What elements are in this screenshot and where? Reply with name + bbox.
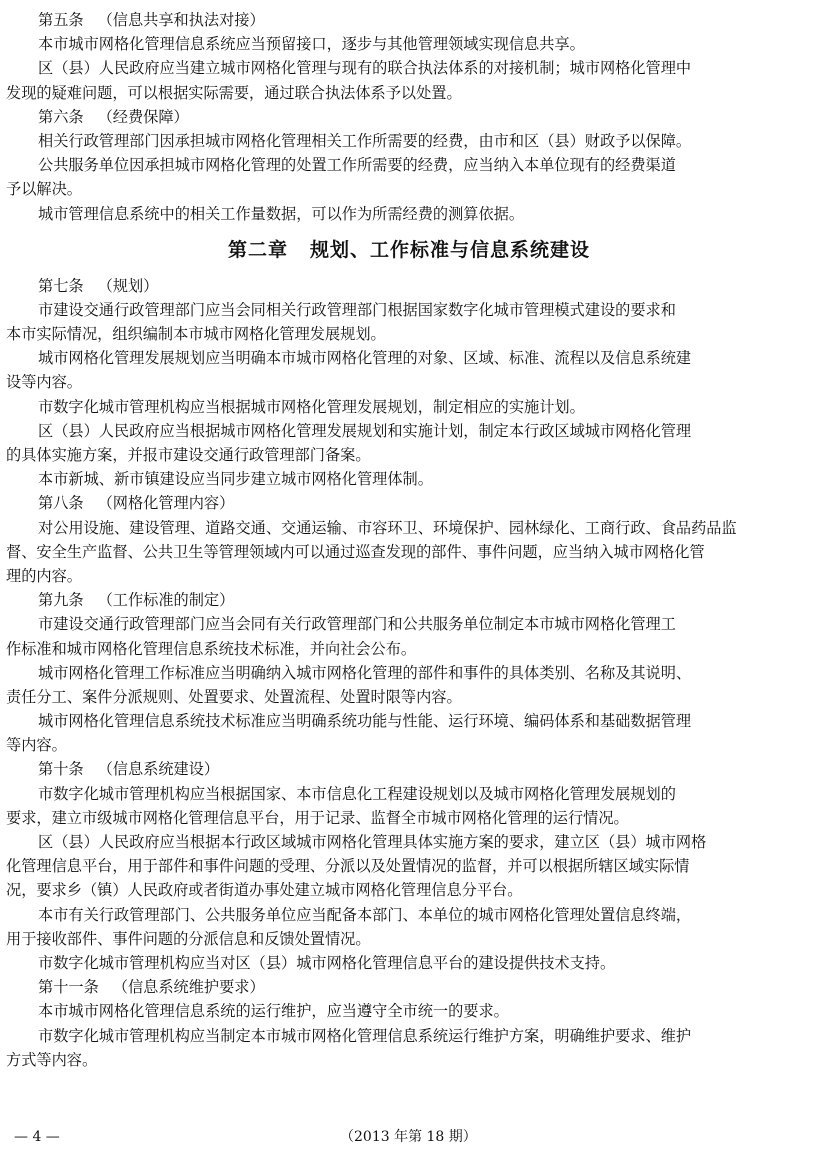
paragraph-line: 城市网格化管理发展规划应当明确本市城市网格化管理的对象、区域、标准、流程以及信息系统建 <box>38 349 692 368</box>
paragraph <box>6 782 812 830</box>
paragraph-line: 公共服务单位因承担城市网格化管理的处置工作所需要的经费，应当纳入本单位现有的经费渠道 <box>38 156 676 175</box>
paragraph-line: 市数字化城市管理机构应当根据国家、本市信息化工程建设规划以及城市网格化管理发展规划的 <box>38 784 676 803</box>
article-title: （规划） <box>97 276 159 295</box>
paragraph-line: 市数字化城市管理机构应当对区（县）城市网格化管理信息平台的建设提供技术支持。 <box>38 953 616 972</box>
paragraph <box>6 1024 812 1072</box>
article-number: 第六条 <box>38 107 84 126</box>
paragraph <box>6 709 812 757</box>
article-title: （网格化管理内容） <box>97 494 235 513</box>
paragraph <box>6 661 812 709</box>
paragraph-line: 要求，建立市级城市网格化管理信息平台，用于记录、监督全市城市网格化管理的运行情况。 <box>6 808 629 827</box>
paragraph-line: 城市网格化管理信息系统技术标准应当明确系统功能与性能、运行环境、编码体系和基础数据管理 <box>38 712 692 731</box>
chapter-heading <box>6 226 812 274</box>
paragraph-line: 相关行政管理部门因承担城市网格化管理相关工作所需要的经费，由市和区（县）财政予以保障。 <box>38 131 692 150</box>
paragraph <box>6 346 812 394</box>
article-title: （经费保障） <box>97 107 189 126</box>
paragraph-line: 城市网格化管理工作标准应当明确纳入城市网格化管理的部件和事件的具体类别、名称及其说明、 <box>38 663 692 682</box>
paragraph-line: 本市实际情况，组织编制本市城市网格化管理发展规划。 <box>6 325 386 344</box>
paragraph-line: 用于接收部件、事件问题的分派信息和反馈处置情况。 <box>6 929 371 948</box>
paragraph <box>6 32 812 56</box>
paragraph-line: 市建设交通行政管理部门应当会同相关行政管理部门根据国家数字化城市管理模式建设的要求和 <box>38 300 676 319</box>
paragraph <box>6 153 812 201</box>
article-heading <box>6 105 812 129</box>
paragraph-line: 本市有关行政管理部门、公共服务单位应当配备本部门、本单位的城市网格化管理处置信息终端， <box>38 905 692 924</box>
paragraph <box>6 419 812 467</box>
article-number: 第八条 <box>38 494 84 513</box>
paragraph <box>6 202 812 226</box>
paragraph <box>6 395 812 419</box>
paragraph-line: 对公用设施、建设管理、道路交通、交通运输、市容环卫、环境保护、园林绿化、工商行政、食品药品监 <box>38 518 737 537</box>
article-heading <box>6 274 812 298</box>
paragraph-line: 方式等内容。 <box>6 1050 98 1069</box>
paragraph <box>6 129 812 153</box>
paragraph-line: 予以解决。 <box>6 180 82 199</box>
paragraph-line: 的具体实施方案，并报市建设交通行政管理部门备案。 <box>6 446 371 464</box>
article-number: 第十一条 <box>38 978 99 997</box>
article-heading <box>6 757 812 781</box>
paragraph <box>6 903 812 951</box>
paragraph-line: 况，要求乡（镇）人民政府或者街道办事处建立城市网格化管理信息分平台。 <box>6 881 523 900</box>
article-number: 第七条 <box>38 276 84 295</box>
paragraph <box>6 951 812 975</box>
paragraph-line: 等内容。 <box>6 736 67 755</box>
chapter-title: 规划、工作标准与信息系统建设 <box>310 238 591 261</box>
chapter-number: 第二章 <box>227 238 288 261</box>
article-heading <box>6 588 812 612</box>
paragraph <box>6 999 812 1023</box>
paragraph-line: 督、安全生产监督、公共卫生等管理领域内可以通过巡查发现的部件、事件问题，应当纳入城市网格化管 <box>6 542 705 561</box>
paragraph-line: 区（县）人民政府应当根据城市网格化管理发展规划和实施计划，制定本行政区域城市网格化管理 <box>38 421 692 440</box>
paragraph <box>6 56 812 104</box>
paragraph-line: 市数字化城市管理机构应当制定本市城市网格化管理信息系统运行维护方案，明确维护要求、维护 <box>38 1026 692 1045</box>
article-title: （工作标准的制定） <box>97 591 235 610</box>
paragraph-line: 本市新城、新市镇建设应当同步建立城市网格化管理体制。 <box>38 470 433 489</box>
paragraph <box>6 612 812 660</box>
page-number: — 4 — <box>14 1129 60 1145</box>
paragraph-line: 化管理信息平台，用于部件和事件问题的受理、分派以及处置情况的监督，并可以根据所辖区域实际情 <box>6 857 690 876</box>
article-title: （信息共享和执法对接） <box>97 11 265 29</box>
page-footer <box>0 1126 827 1148</box>
article-title: （信息系统建设） <box>97 760 220 779</box>
article-heading <box>6 975 812 999</box>
paragraph-line: 责任分工、案件分派规则、处置要求、处置流程、处置时限等内容。 <box>6 687 462 706</box>
paragraph <box>6 298 812 346</box>
article-number: 第十条 <box>38 760 84 779</box>
paragraph-line: 城市管理信息系统中的相关工作量数据，可以作为所需经费的测算依据。 <box>38 204 524 223</box>
paragraph-line: 设等内容。 <box>6 373 82 392</box>
paragraph-line: 市数字化城市管理机构应当根据城市网格化管理发展规划，制定相应的实施计划。 <box>38 397 585 416</box>
paragraph-line: 作标准和城市网格化管理信息系统技术标准，并向社会公布。 <box>6 639 417 658</box>
paragraph-line: 区（县）人民政府应当根据本行政区域城市网格化管理具体实施方案的要求，建立区（县）城市网格 <box>38 833 707 851</box>
article-number: 第九条 <box>38 591 84 610</box>
paragraph-line: 理的内容。 <box>6 566 82 585</box>
paragraph-line: 区（县）人民政府应当建立城市网格化管理与现有的联合执法体系的对接机制；城市网格化管理中 <box>38 59 692 78</box>
article-heading <box>6 491 812 515</box>
paragraph-line: 本市城市网格化管理信息系统应当预留接口，逐步与其他管理领域实现信息共享。 <box>38 35 585 54</box>
issue-label: （2013 年第 18 期） <box>340 1129 477 1145</box>
paragraph <box>6 516 812 589</box>
document-body <box>6 8 812 1072</box>
paragraph-line: 本市城市网格化管理信息系统的运行维护，应当遵守全市统一的要求。 <box>38 1002 509 1021</box>
paragraph <box>6 467 812 491</box>
article-title: （信息系统维护要求） <box>112 978 265 997</box>
article-heading <box>6 8 812 32</box>
paragraph-line: 市建设交通行政管理部门应当会同有关行政管理部门和公共服务单位制定本市城市网格化管理工 <box>38 615 676 634</box>
paragraph <box>6 830 812 903</box>
article-number: 第五条 <box>38 11 84 29</box>
paragraph-line: 发现的疑难问题，可以根据实际需要，通过联合执法体系予以处置。 <box>6 83 462 102</box>
